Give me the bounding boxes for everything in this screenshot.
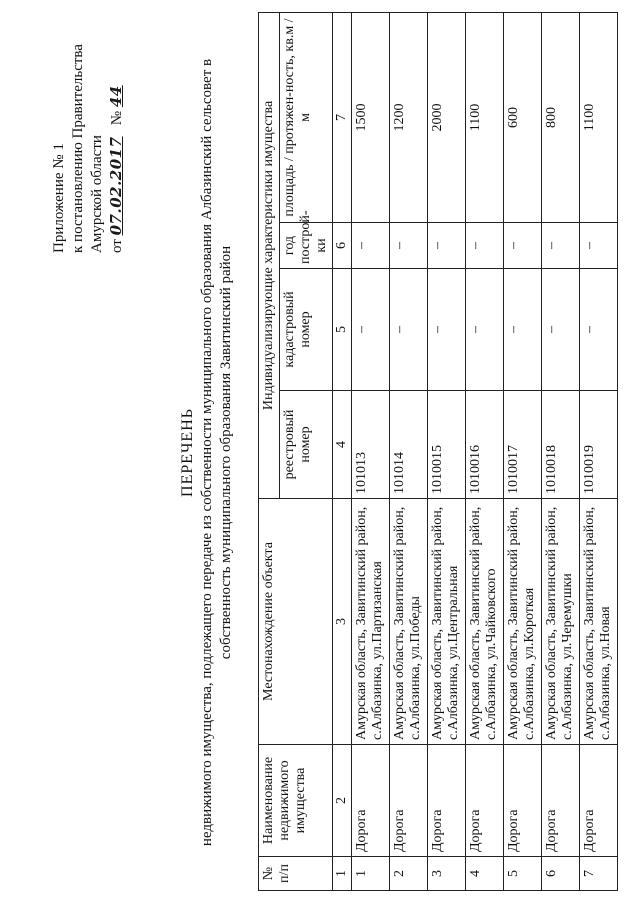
table-row — [542, 12, 580, 890]
table-row — [352, 12, 390, 890]
title-block — [178, 20, 236, 885]
appendix-note — [50, 13, 127, 253]
cell-registry: 101014 — [390, 391, 428, 499]
cell-num: 2 — [390, 857, 428, 891]
appendix-line-3: Амурской области — [89, 135, 105, 253]
cell-num: 4 — [466, 857, 504, 891]
cell-area: 1200 — [390, 12, 428, 222]
header-location: Местонахождение объекта — [259, 499, 333, 745]
cell-area: 2000 — [428, 12, 466, 222]
cell-cadastral: – — [466, 269, 504, 391]
cell-year: – — [542, 223, 580, 269]
date-prefix: от — [109, 239, 125, 253]
column-number: 2 — [333, 745, 352, 857]
column-number: 5 — [333, 269, 352, 391]
header-characteristics: Индивидуализирующие характеристики имущества — [259, 12, 280, 498]
cell-name: Дорога — [580, 745, 618, 857]
column-number: 7 — [333, 12, 352, 222]
cell-location: Амурская область, Завитинский район, с.Албазинка, ул.Партизанская — [352, 499, 390, 745]
appendix-date-line — [107, 13, 127, 253]
cell-cadastral: – — [580, 269, 618, 391]
cell-name: Дорога — [504, 745, 542, 857]
column-number: 1 — [333, 857, 352, 891]
cell-name: Дорога — [466, 745, 504, 857]
cell-num: 7 — [580, 857, 618, 891]
cell-name: Дорога — [390, 745, 428, 857]
table-row — [580, 12, 618, 890]
cell-num: 3 — [428, 857, 466, 891]
appendix-line-1: Приложение № 1 — [51, 143, 67, 253]
cell-area: 1100 — [466, 12, 504, 222]
document-subtitle-line-1: недвижимого имущества, подлежащего передаче из собственности муниципального образования Албазинский сельсовет в — [199, 58, 215, 847]
cell-location: Амурская область, Завитинский район, с.Албазинка, ул.Короткая — [504, 499, 542, 745]
cell-year: – — [352, 223, 390, 269]
header-area: площадь / протяжен-ность, кв.м / м — [280, 12, 333, 222]
cell-registry: 1010016 — [466, 391, 504, 499]
cell-cadastral: – — [352, 269, 390, 391]
table-row — [390, 12, 428, 890]
header-registry: реестровый номер — [280, 391, 333, 499]
cell-area: 800 — [542, 12, 580, 222]
cell-year: – — [390, 223, 428, 269]
cell-name: Дорога — [542, 745, 580, 857]
handwritten-number: 44 — [107, 85, 125, 108]
cell-area: 1500 — [352, 12, 390, 222]
cell-num: 5 — [504, 857, 542, 891]
cell-num: 1 — [352, 857, 390, 891]
header-name: Наименование недвижимого имущества — [259, 745, 333, 857]
cell-registry: 1010018 — [542, 391, 580, 499]
header-num: № п/п — [259, 857, 333, 891]
cell-num: 6 — [542, 857, 580, 891]
column-number-row — [333, 12, 352, 890]
cell-location: Амурская область, Завитинский район, с.Албазинка, ул.Новая — [580, 499, 618, 745]
cell-location: Амурская область, Завитинский район, с.Албазинка, ул.Победы — [390, 499, 428, 745]
cell-cadastral: – — [504, 269, 542, 391]
document-title: ПЕРЕЧЕНЬ — [179, 408, 196, 497]
table-row — [504, 12, 542, 890]
cell-cadastral: – — [428, 269, 466, 391]
cell-year: – — [580, 223, 618, 269]
cell-location: Амурская область, Завитинский район, с.Албазинка, ул.Центральная — [428, 499, 466, 745]
header-row-1 — [259, 12, 280, 890]
cell-registry: 1010017 — [504, 391, 542, 499]
cell-registry: 101013 — [352, 391, 390, 499]
cell-registry: 1010019 — [580, 391, 618, 499]
header-year: год построй-ки — [280, 223, 333, 269]
cell-area: 600 — [504, 12, 542, 222]
table-row — [428, 12, 466, 890]
table-row — [466, 12, 504, 890]
cell-year: – — [466, 223, 504, 269]
handwritten-date: 07.02.2017 — [107, 136, 125, 236]
cell-area: 1100 — [580, 12, 618, 222]
appendix-line-2: к постановлению Правительства — [70, 44, 86, 253]
cell-registry: 1010015 — [428, 391, 466, 499]
cell-cadastral: – — [542, 269, 580, 391]
number-prefix: № — [109, 110, 125, 126]
cell-cadastral: – — [390, 269, 428, 391]
cell-name: Дорога — [428, 745, 466, 857]
property-table — [258, 12, 618, 891]
column-number: 6 — [333, 223, 352, 269]
cell-location: Амурская область, Завитинский район, с.Албазинка, ул.Черемушки — [542, 499, 580, 745]
document-subtitle-line-2: собственность муниципального образования Завитинский район — [218, 245, 234, 660]
header-cadastral: кадастровый номер — [280, 269, 333, 391]
cell-year: – — [428, 223, 466, 269]
cell-name: Дорога — [352, 745, 390, 857]
column-number: 3 — [333, 499, 352, 745]
column-number: 4 — [333, 391, 352, 499]
cell-location: Амурская область, Завитинский район, с.Албазинка, ул.Чайковского — [466, 499, 504, 745]
cell-year: – — [504, 223, 542, 269]
